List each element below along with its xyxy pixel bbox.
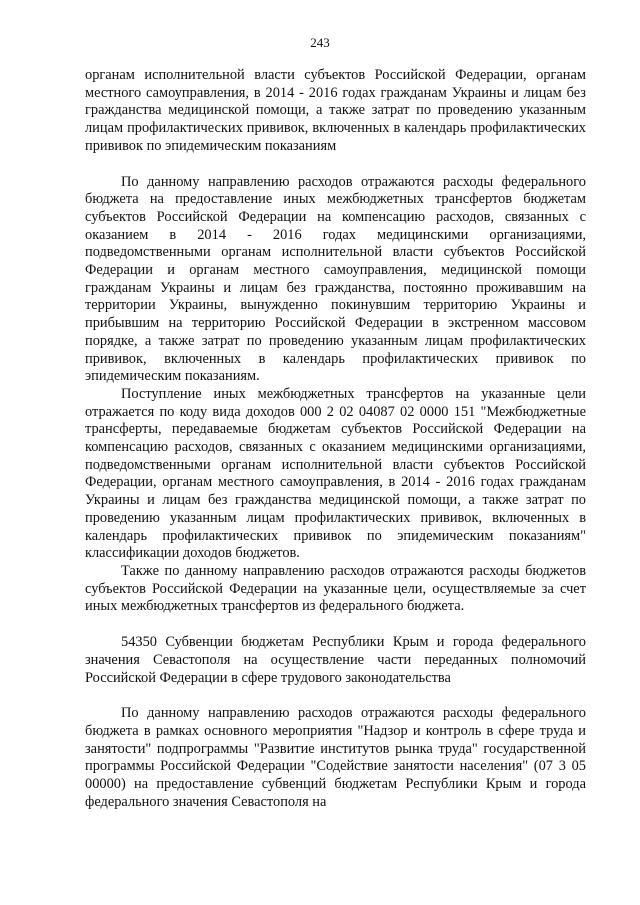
section-heading: 54350 Субвенции бюджетам Республики Крым и города федерального значения Севастополя на осуществление части переданных полномочий Российской Федерации в сфере трудового законодательства bbox=[85, 634, 586, 686]
paragraph-gap bbox=[85, 687, 586, 705]
paragraph-revenue-code: Поступление иных межбюджетных трансфертов на указанные цели отражается по коду вида доходов 000 2 02 04087 02 0000 151 "Межбюджетные трансферты, передаваемые бюджетам субъектов Российской Федерации на компенсацию расходов, связанных с оказанием медицинскими организациями, подведомственными органам исполнительной власти субъектов Российской Федерации, органам местного самоуправления, в 2014 - 2016 годах гражданам Украины и лицам без гражданства медицинской помощи, а также затрат по проведению указанным лицам профилактических прививок, включенных в календарь профилактических прививок по эпидемическим показаниям" классификации доходов бюджетов. bbox=[85, 385, 586, 562]
page-number: 243 bbox=[310, 35, 330, 50]
paragraph-gap bbox=[85, 156, 586, 174]
paragraph-regional-expenses: Также по данному направлению расходов отражаются расходы бюджетов субъектов Российской Федерации на указанные цели, осуществляемые за счет иных межбюджетных трансфертов из федерального бюджета. bbox=[85, 562, 586, 615]
document-body bbox=[85, 67, 586, 811]
paragraph-expense-description: По данному направлению расходов отражаются расходы федерального бюджета на предоставление иных межбюджетных трансфертов бюджетам субъектов Российской Федерации на компенсацию расходов, связанных с оказанием в 2014 - 2016 годах медицинскими организациями, подведомственными органам исполнительной власти субъектов Российской Федерации и органам местного самоуправления, медицинской помощи гражданам Украины и лицам без гражданства, постоянно проживавшим на территории Украины, вынужденно покинувшим территорию Украины и прибывшим на территорию Российской Федерации в экстренном массовом порядке, а также затрат по проведению указанным лицам профилактических прививок, включенных в календарь профилактических прививок по эпидемическим показаниям. bbox=[85, 173, 586, 385]
paragraph-subvention-description: По данному направлению расходов отражаются расходы федерального бюджета в рамках основного мероприятия "Надзор и контроль в сфере труда и занятости" подпрограммы "Развитие институтов рынка труда" государственной программы Российской Федерации "Содействие занятости населения" (07 3 05 00000) на предоставление субвенций бюджетам Республики Крым и города федерального значения Севастополя на bbox=[85, 705, 586, 810]
paragraph-gap bbox=[85, 616, 586, 634]
paragraph-continuation: органам исполнительной власти субъектов Российской Федерации, органам местного самоуправления, в 2014 - 2016 годах гражданам Украины и лицам без гражданства медицинской помощи, а также затрат по проведению указанным лицам профилактических прививок, включенных в календарь профилактических прививок по эпидемическим показаниям bbox=[85, 67, 586, 154]
